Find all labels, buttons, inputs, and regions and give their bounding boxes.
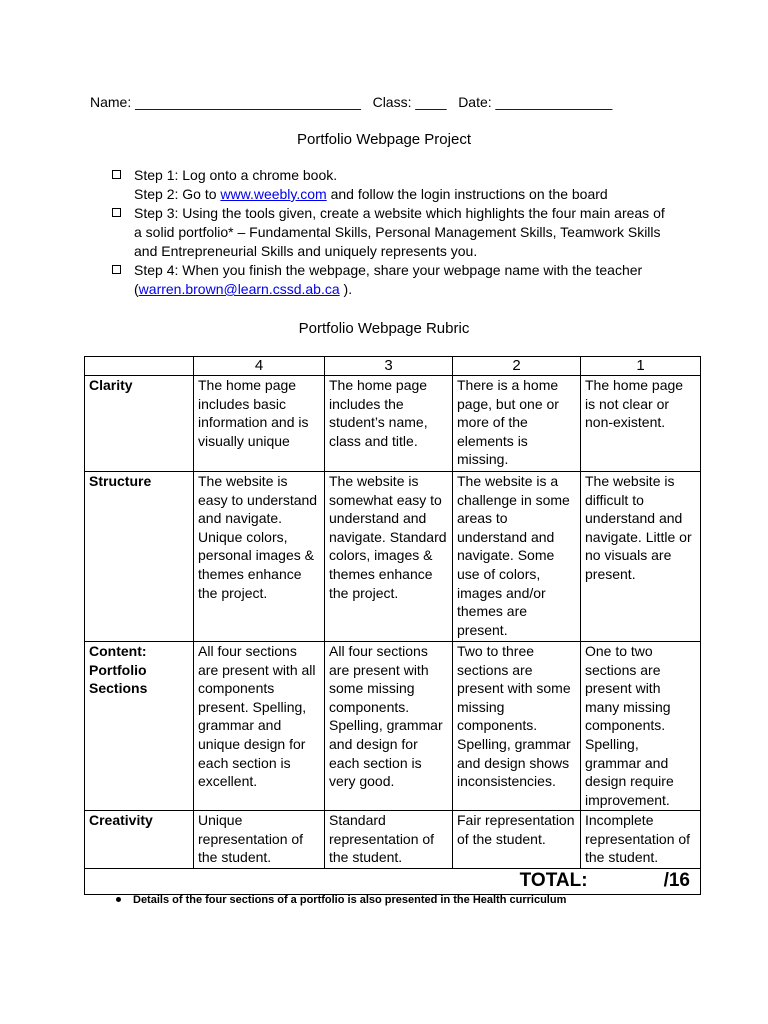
step-item-4 xyxy=(112,261,672,299)
step-item-1 xyxy=(112,166,672,185)
rubric-cell: There is a home page, but one or more of the elements is missing. xyxy=(453,376,581,472)
name-class-date-line: Name: _____________________________ Class: ____ Date: _______________ xyxy=(90,94,613,110)
criterion-cell: Content: Portfolio Sections xyxy=(85,642,194,811)
rubric-cell: Incomplete representation of the student. xyxy=(581,811,701,869)
weebly-link[interactable]: www.weebly.com xyxy=(220,186,327,202)
footnote-text: Details of the four sections of a portfolio is also presented in the Health curriculum xyxy=(133,894,567,906)
rubric-cell: Fair representation of the student. xyxy=(453,811,581,869)
total-cell xyxy=(85,869,701,895)
bullet-icon xyxy=(116,897,121,902)
table-row xyxy=(85,642,701,811)
criterion-cell: Clarity xyxy=(85,376,194,472)
step-text-tail: ). xyxy=(339,281,353,297)
rubric-cell: The home page is not clear or non-existent. xyxy=(581,376,701,472)
step-text-tail: and follow the login instructions on the board xyxy=(326,186,608,202)
rubric-title: Portfolio Webpage Rubric xyxy=(298,320,470,337)
rubric-cell: The website is a challenge in some areas to understand and navigate. Some use of colors, images and/or themes are present. xyxy=(453,472,581,642)
total-value: /16 xyxy=(663,870,690,891)
rubric-cell: All four sections are present with some missing components. Spelling, grammar and design for each section is very good. xyxy=(325,642,453,811)
rubric-cell: Two to three sections are present with some missing components. Spelling, grammar and design shows inconsistencies. xyxy=(453,642,581,811)
step-text: Step 1: Log onto a chrome book. xyxy=(134,167,338,183)
step-item-2 xyxy=(112,185,672,204)
rubric-cell: Standard representation of the student. xyxy=(325,811,453,869)
rubric-cell: The website is difficult to understand and navigate. Little or no visuals are present. xyxy=(581,472,701,642)
rubric-cell: The home page includes basic information and is visually unique xyxy=(194,376,325,472)
criterion-cell: Structure xyxy=(85,472,194,642)
rubric-cell: The home page includes the student’s name, class and title. xyxy=(325,376,453,472)
table-row xyxy=(85,376,701,472)
step-text: Step 4: When you finish the webpage, share your webpage name with the teacher ( xyxy=(134,262,643,297)
rubric-cell: All four sections are present with all components present. Spelling, grammar and unique design for each section is excellent. xyxy=(194,642,325,811)
criterion-cell: Creativity xyxy=(85,811,194,869)
steps-list xyxy=(112,166,672,299)
step-text: Step 3: Using the tools given, create a website which highlights the four main areas of a solid portfolio* – Fundamental Skills, Personal Management Skills, Teamwork Skills and Entrepreneurial Skills and uniquely represents you. xyxy=(134,205,665,259)
rubric-table xyxy=(84,356,701,895)
step-item-3 xyxy=(112,204,672,261)
rubric-header-row xyxy=(85,357,701,376)
project-title: Portfolio Webpage Project xyxy=(297,131,471,148)
rubric-cell: Unique representation of the student. xyxy=(194,811,325,869)
rubric-header-cell: 2 xyxy=(453,357,581,376)
footnote xyxy=(116,894,566,906)
step-text: Step 2: Go to xyxy=(134,186,221,202)
checkbox-icon[interactable] xyxy=(112,208,121,217)
checkbox-icon[interactable] xyxy=(112,170,121,179)
rubric-cell: The website is easy to understand and navigate. Unique colors, personal images & themes enhance the project. xyxy=(194,472,325,642)
rubric-header-cell: 3 xyxy=(325,357,453,376)
teacher-email-link[interactable]: warren.brown@learn.cssd.ab.ca xyxy=(138,281,340,297)
rubric-header-cell: 1 xyxy=(581,357,701,376)
table-row xyxy=(85,811,701,869)
rubric-header-cell: 4 xyxy=(194,357,325,376)
checkbox-icon[interactable] xyxy=(112,265,121,274)
rubric-cell: The website is somewhat easy to understand and navigate. Standard colors, images & themes enhance the project. xyxy=(325,472,453,642)
total-row xyxy=(85,869,701,895)
table-row xyxy=(85,472,701,642)
rubric-cell: One to two sections are present with many missing components. Spelling, grammar and design require improvement. xyxy=(581,642,701,811)
total-label: TOTAL: xyxy=(519,870,588,891)
rubric-header-cell xyxy=(85,357,194,376)
